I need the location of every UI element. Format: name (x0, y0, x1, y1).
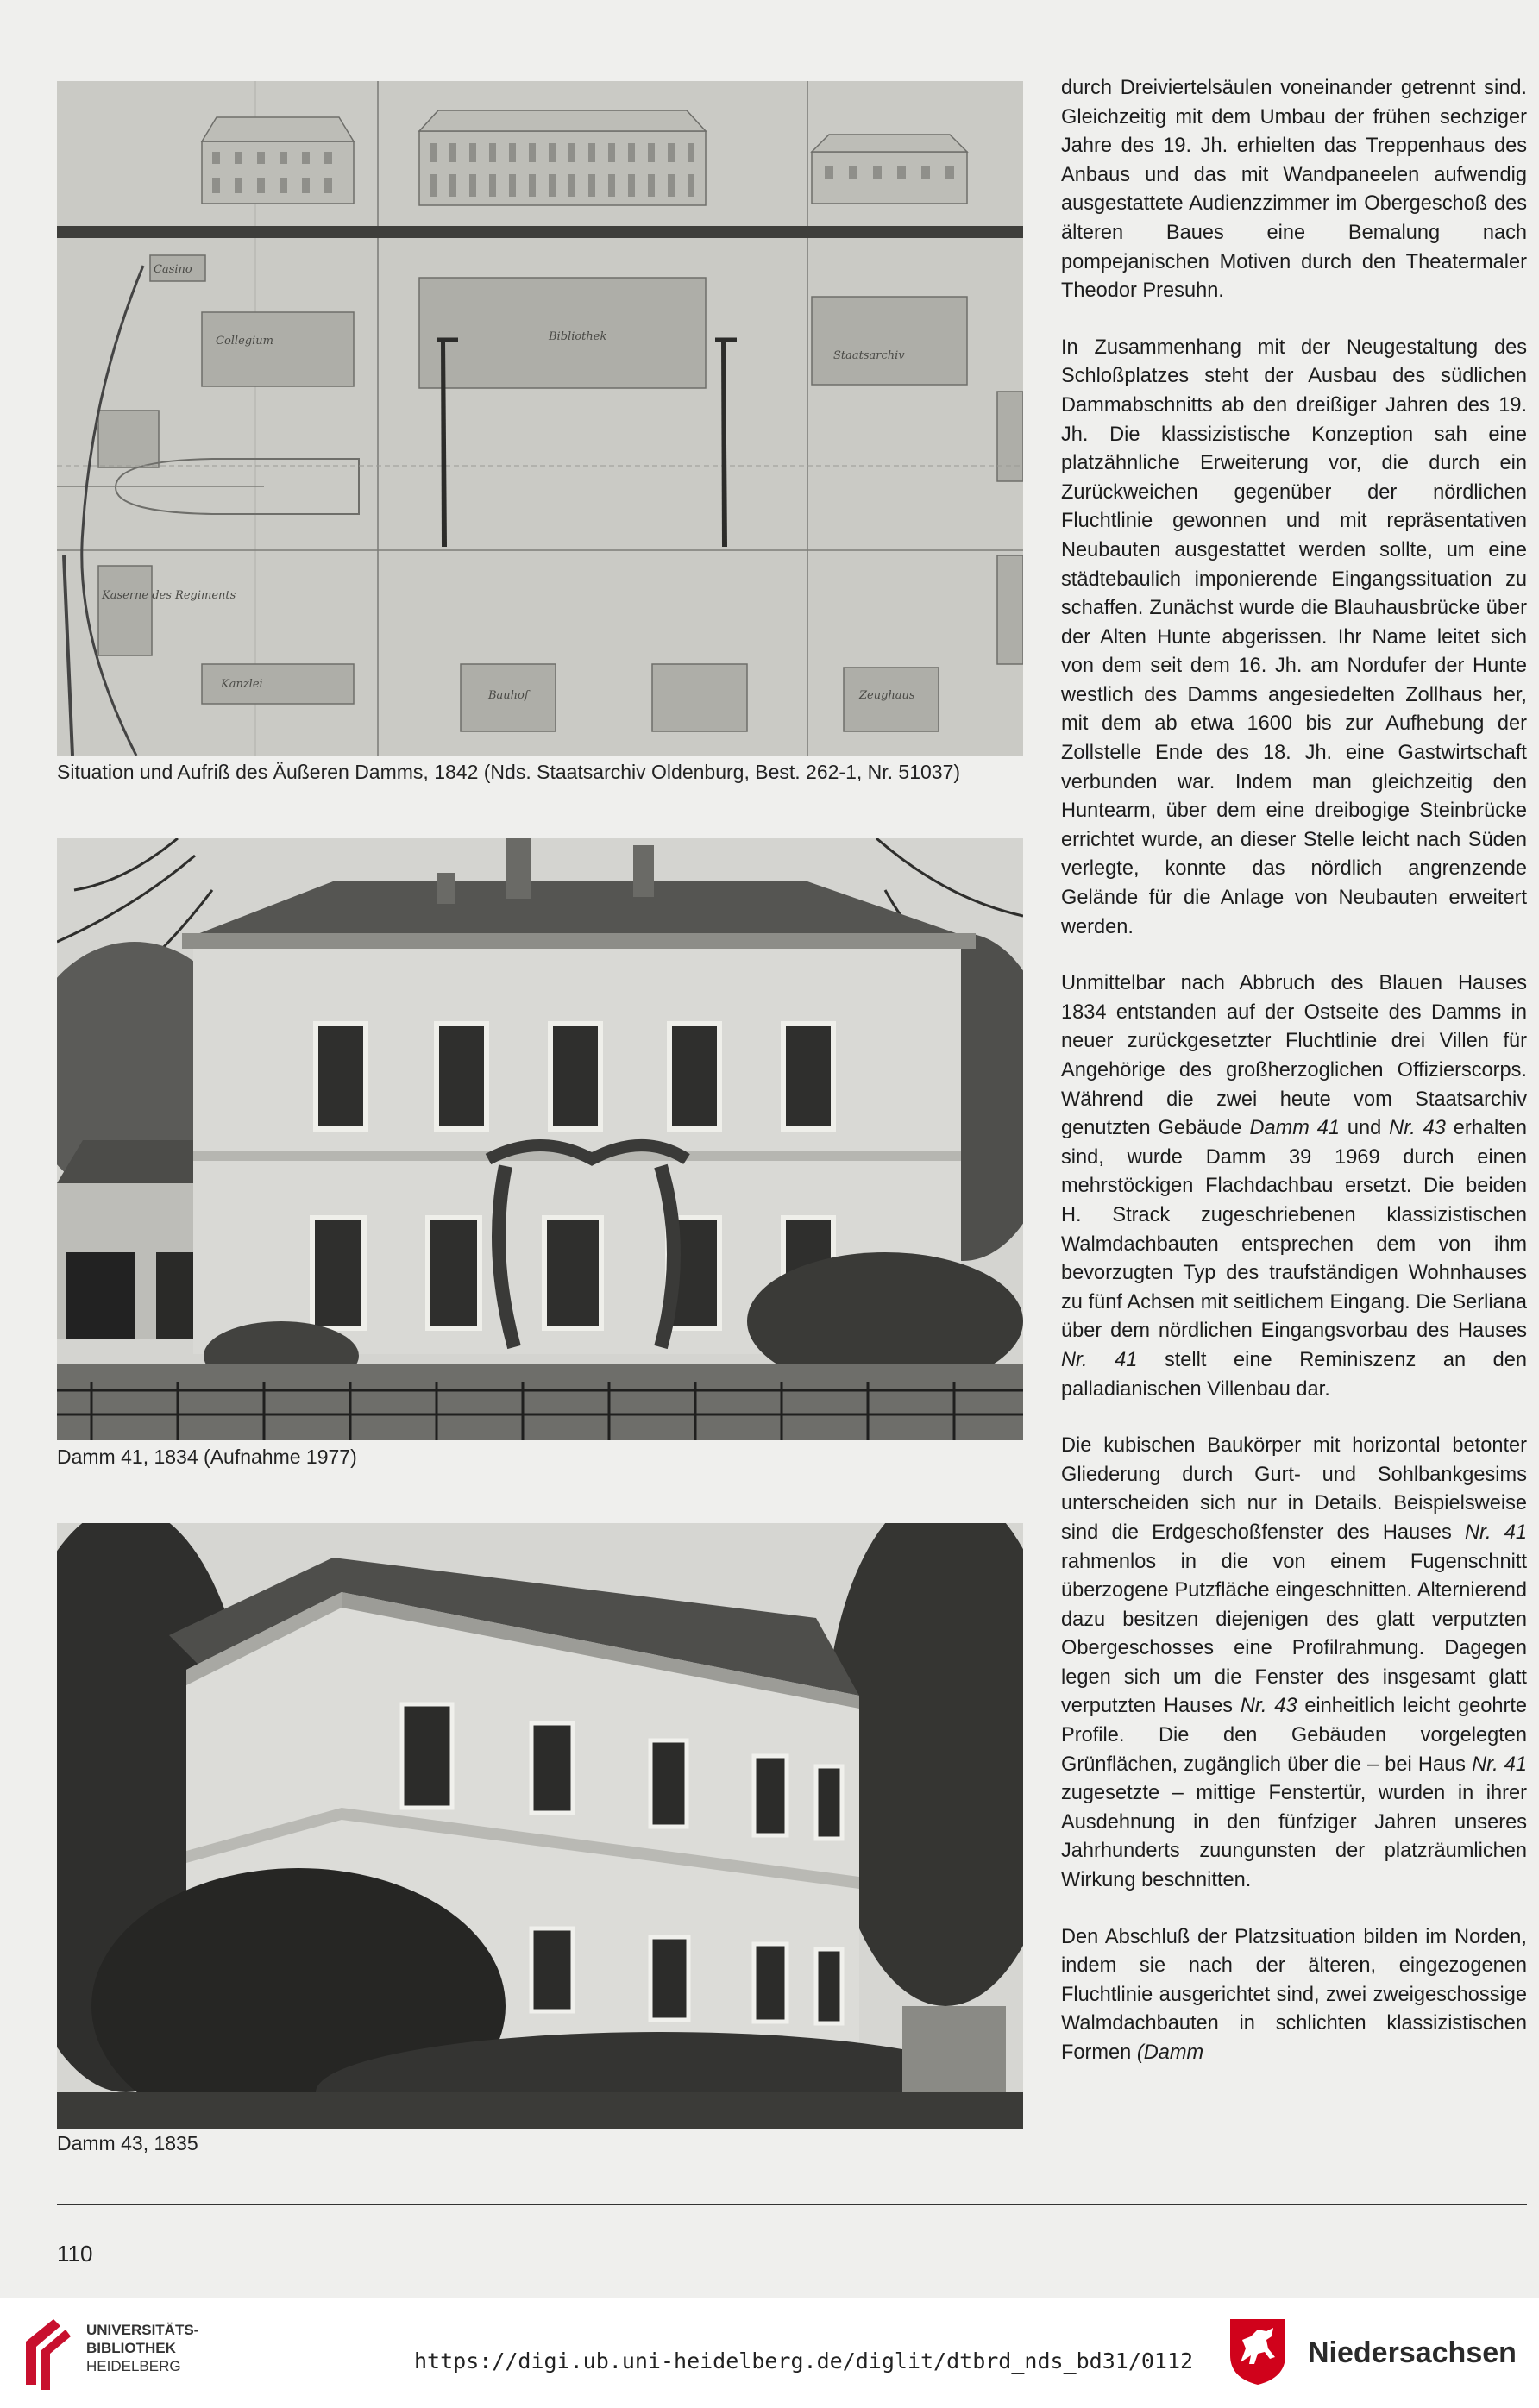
italic-ref-nr-43: Nr. 43 (1389, 1117, 1446, 1140)
page-number: 110 (57, 2241, 93, 2267)
plan-label-zeughaus: Zeughaus (859, 689, 915, 702)
figure-caption-damm-41: Damm 41, 1834 (Aufnahme 1977) (57, 1445, 357, 1468)
paragraph-3 (1061, 969, 1527, 1404)
house-damm-43-illustration (57, 1523, 1023, 2129)
italic-ref-nr-41: Nr. 41 (1465, 1521, 1528, 1544)
text-run: rahmenlos in die von einem Fugenschnitt überzogene Putzfläche eingeschnitten. Alternierend dazu besitzen diejenigen des glatt verputzten Obergeschosses eine Profilrahmung. Dagegen legen sich um die Fenster des insgesamt glatt verputzten Hauses (1061, 1550, 1527, 1718)
italic-ref-nr-41: Nr. 41 (1061, 1348, 1138, 1371)
paragraph-4 (1061, 1432, 1527, 1896)
figure-caption-damm-43: Damm 43, 1835 (57, 2132, 198, 2154)
viewer-footer (0, 2298, 1539, 2408)
text-run: zugesetzte – mittige Fenstertür, wurden in ihrer Ausdehnung in den fünfziger Jahren unseres Jahrhunderts zuungunsten der platzräumlichen Wirkung beschnitten. (1061, 1782, 1527, 1892)
plan-label-casino: Casino (154, 263, 192, 276)
niedersachsen-crest-icon[interactable] (1228, 2317, 1287, 2386)
italic-ref-damm: (Damm (1136, 2041, 1204, 2064)
plan-label-collegium: Collegium (216, 335, 273, 348)
text-run: Unmittelbar nach Abbruch des Blauen Hauses 1834 entstanden auf der Ostseite des Damms in neuer zurückgesetzter Fluchtlinie drei Villen für Angehörige des großherzoglichen Offizierscorps. Während die zwei heute vom Staatsarchiv genutzten Gebäude (1061, 972, 1527, 1140)
italic-ref-damm-41: Damm 41 (1249, 1117, 1341, 1140)
paragraph-1: durch Dreiviertelsäulen voneinander getrennt sind. Gleichzeitig mit dem Umbau der frühen sechziger Jahre des 19. Jh. erhielten das Treppenhaus des Anbaus und das mit Wandpaneelen aufwendig ausgestattete Audienzzimmer im Obergeschoß des älteren Baues eine Bemalung nach pompejanischen Motiven durch den Theatermaler Theodor Presuhn. (1061, 77, 1527, 303)
state-name-label[interactable]: Niedersachsen (1308, 2336, 1517, 2369)
house-damm-41-illustration (57, 838, 1023, 1440)
figure-plan-drawing (57, 81, 1023, 756)
plan-label-bibliothek: Bibliothek (549, 330, 607, 343)
plan-label-staatsarchiv: Staatsarchiv (833, 349, 905, 362)
body-text-column (1061, 74, 1527, 2096)
plan-label-kanzlei: Kanzlei (221, 678, 263, 691)
text-run: einheitlich leicht geohrte Profile. Die den Gebäuden vorgelegten Grünflächen, zugänglich über die – bei Haus (1061, 1695, 1527, 1776)
library-name-line-1: UNIVERSITÄTS- (86, 2322, 199, 2338)
plan-label-kaserne: Kaserne des Regiments (102, 589, 236, 602)
university-library-logo-icon[interactable] (19, 2316, 74, 2395)
figure-caption-plan: Situation und Aufriß des Äußeren Damms, 1842 (Nds. Staatsarchiv Oldenburg, Best. 262-1, Nr. 51037) (57, 761, 961, 783)
plan-label-bauhof: Bauhof (488, 689, 529, 702)
university-library-name[interactable] (86, 2321, 198, 2375)
text-run: erhalten sind, wurde Damm 39 1969 durch einen mehrstöckigen Flachdachbau ersetzt. Die beiden H. Strack zugeschriebenen klassizistischen Walmdachbauten entsprechen dem von ihm bevorzugten Typ des traufständigen Wohnhauses zu fünf Achsen mit seitlichem Eingang. Die Serliana über dem nördlichen Eingangsvorbau des Hauses (1061, 1117, 1527, 1343)
text-run: und (1340, 1117, 1390, 1140)
text-run: stellt eine Reminiszenz an den palladianischen Villenbau dar. (1061, 1348, 1527, 1401)
italic-ref-nr-41: Nr. 41 (1472, 1753, 1527, 1776)
library-name-line-2: BIBLIOTHEK (86, 2340, 176, 2356)
text-run: Den Abschluß der Platzsituation bilden im Norden, indem sie nach der älteren, eingezogenen Fluchtlinie ausgerichtet sind, zwei zweigeschossige Walmdachbauten in schlichten klassizistischen Formen (1061, 1925, 1527, 2064)
library-name-line-3: HEIDELBERG (86, 2358, 181, 2374)
text-run: Die kubischen Baukörper mit horizontal betonter Gliederung durch Gurt- und Sohlbankgesims unterscheiden sich nur in Details. Beispielsweise sind die Erdgeschoßfenster des Hauses (1061, 1434, 1527, 1544)
paragraph-2: In Zusammenhang mit der Neugestaltung des Schloßplatzes steht der Ausbau des südlichen Dammabschnitts ab den dreißiger Jahren des 19. Jh. Die klassizistische Konzeption sah eine platzähnliche Erweiterung vor, die durch ein Zurückweichen gegenüber der nördlichen Fluchtlinie gewonnen und mit repräsentativen Neubauten ausgestattet werden sollte, um eine städtebaulich imponierende Eingangssituation zu schaffen. Zunächst wurde die Blauhausbrücke über der Alten Hunte abgerissen. Ihr Name leitet sich von dem seit dem 16. Jh. am Nordufer der Hunte westlich des Damms angesiedelten Zollhaus her, mit dem ab etwa 1600 bis zur Aufhebung der Zollstelle Ende des 18. Jh. eine Gastwirtschaft verbunden war. Indem man gleichzeitig den Huntearm, über dem eine dreibogige Steinbrücke errichtet wurde, an dieser Stelle leicht nach Süden verlegte, konnte das nördlich angrenzende Gelände für die Anlage von Neubauten erweitert werden. (1061, 335, 1527, 938)
italic-ref-nr-43: Nr. 43 (1240, 1695, 1297, 1718)
photo-damm-41 (57, 838, 1023, 1440)
footer-rule (57, 2204, 1527, 2205)
photo-damm-43 (57, 1523, 1023, 2129)
plan-elevation-drawing (57, 81, 1023, 756)
paragraph-5 (1061, 1923, 1527, 2068)
permalink-url[interactable]: https://digi.ub.uni-heidelberg.de/diglit/dtbrd_nds_bd31/0112 (414, 2348, 1194, 2374)
